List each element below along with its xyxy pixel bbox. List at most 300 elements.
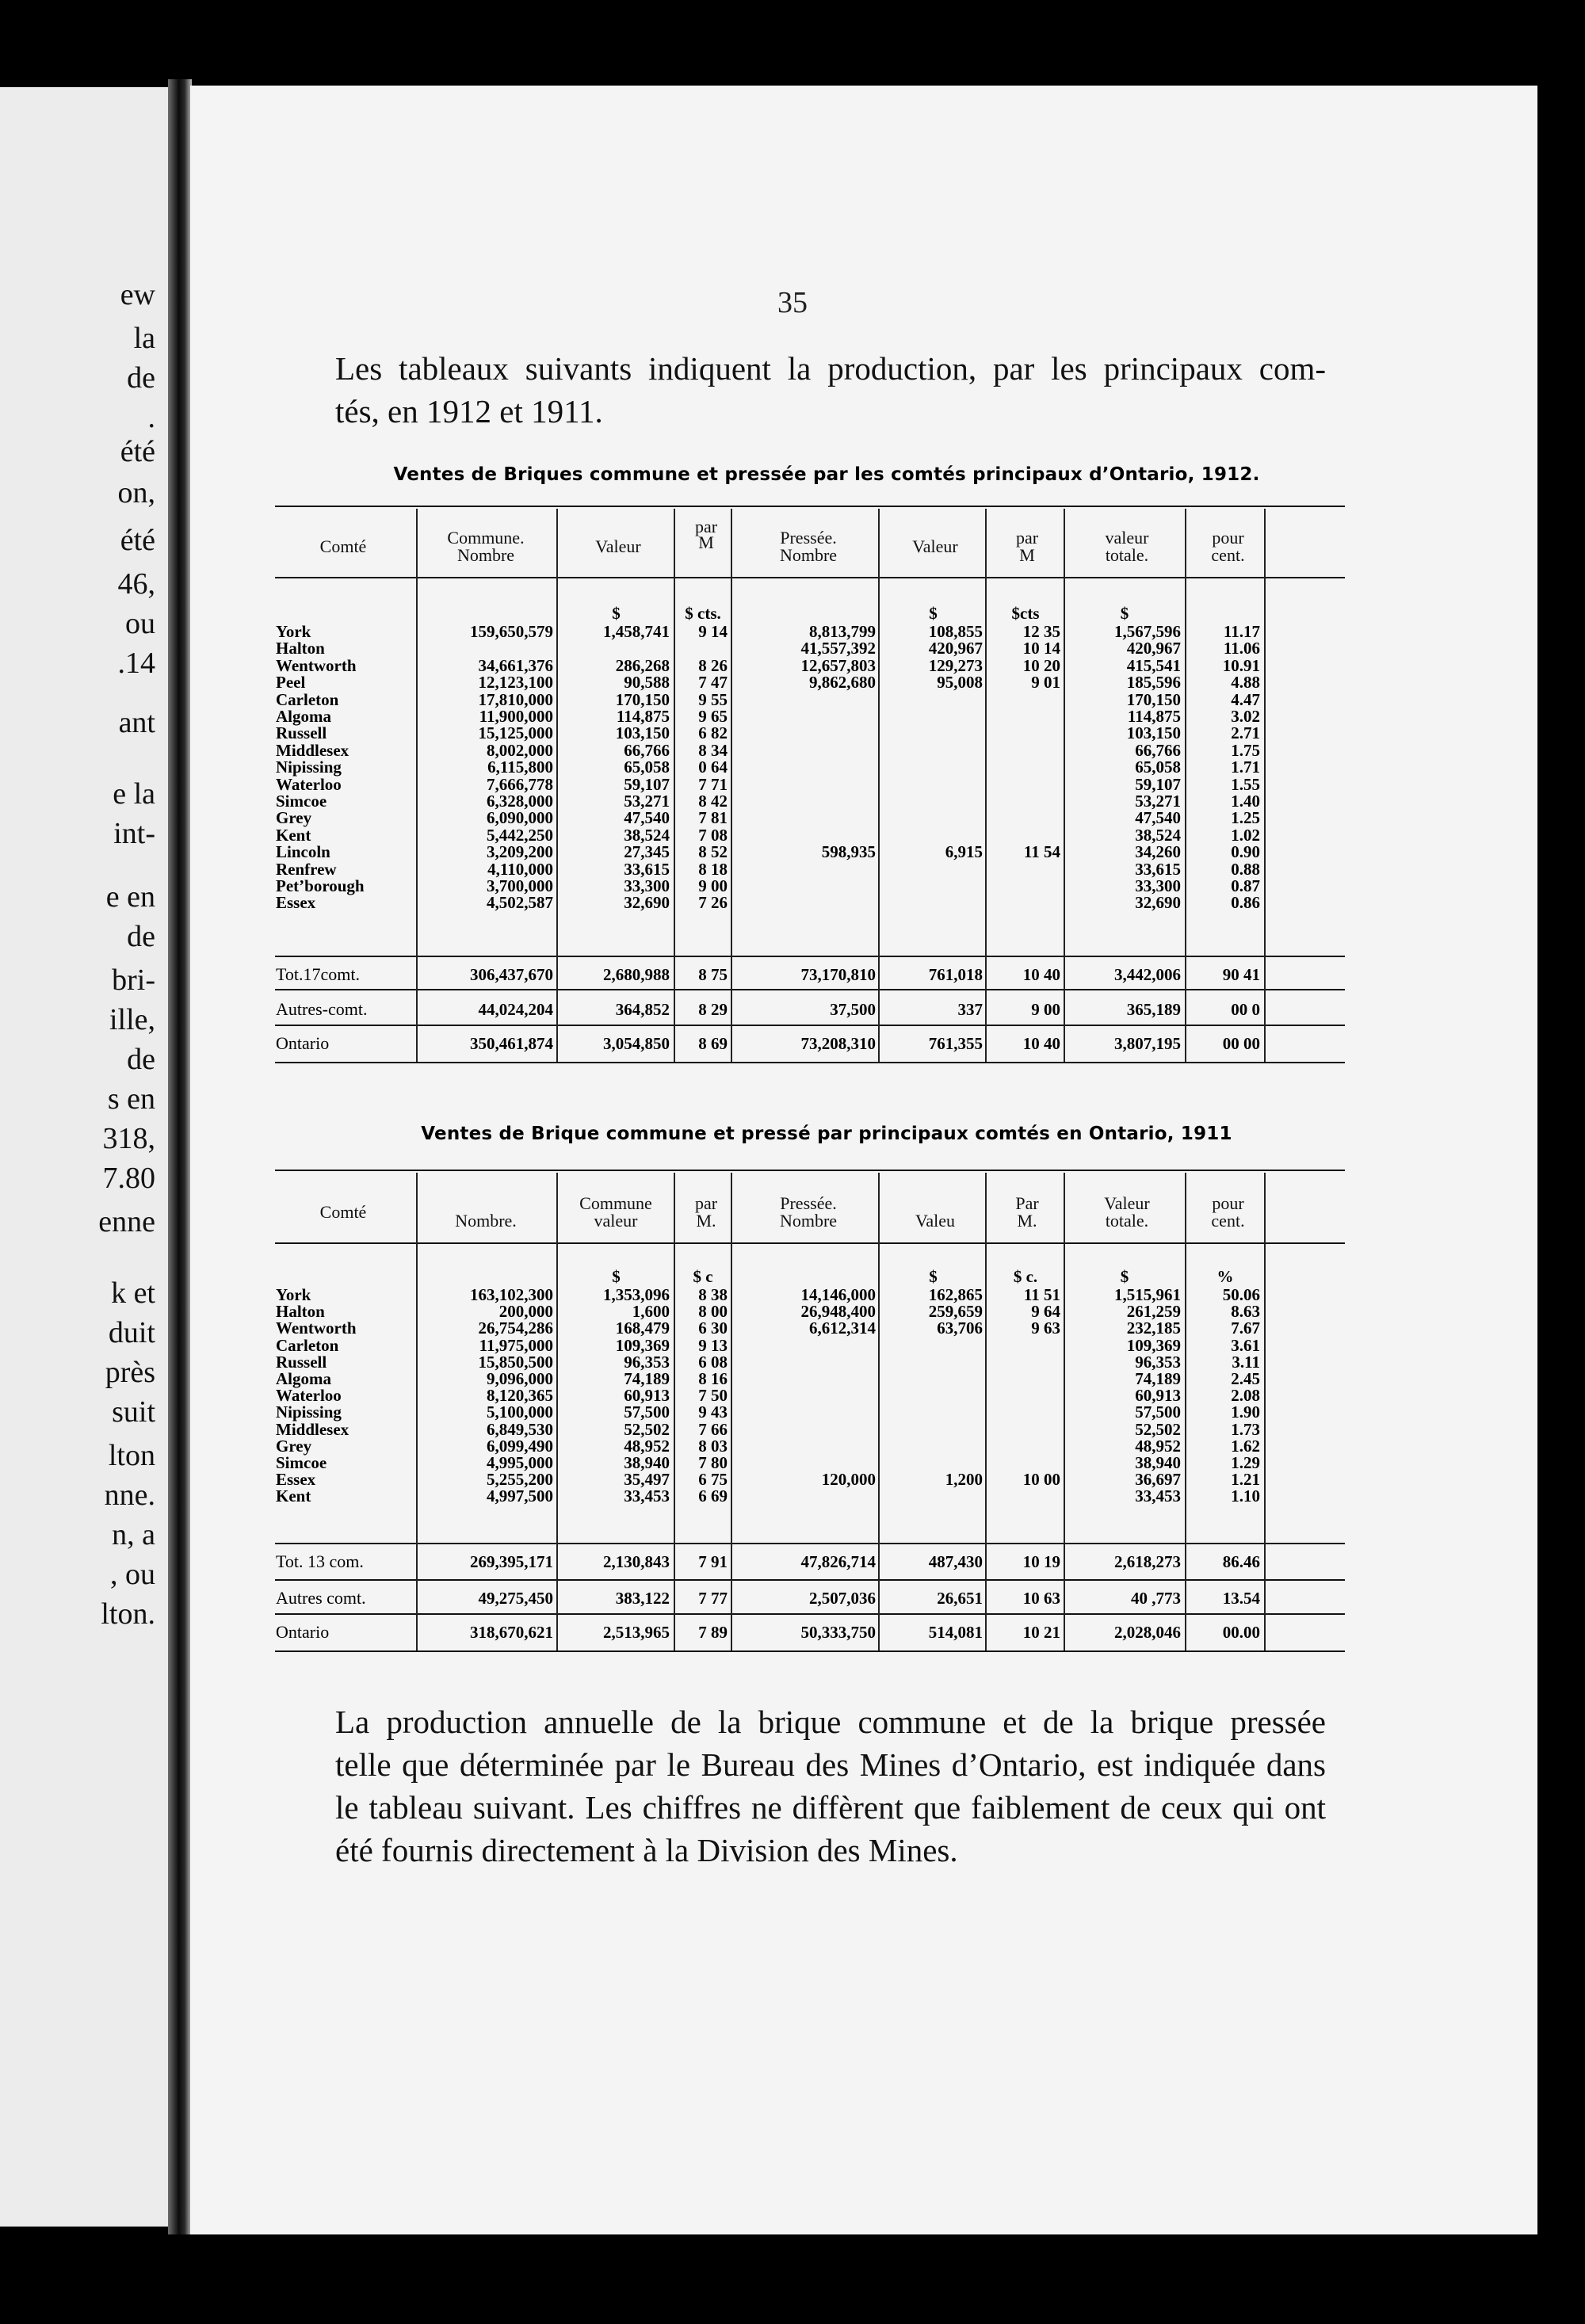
total-row-pressee: 73,170,810	[800, 965, 876, 984]
facing-page-text-fragment: on,	[117, 476, 155, 509]
total-row-name: Tot.17comt.	[276, 964, 361, 984]
table-row-valeur: 66,766	[624, 740, 670, 760]
table-row-name: Nipissing	[276, 757, 342, 777]
table-row-totale: 57,500	[1135, 1402, 1181, 1422]
column-rule	[1264, 1173, 1266, 1650]
column-rule	[556, 1173, 558, 1650]
table-row-valeur: 1,458,741	[603, 622, 670, 641]
header-par-m: par	[694, 1193, 718, 1213]
table-row-par-m: 8 34	[698, 740, 728, 760]
total-row-name: Ontario	[276, 1033, 330, 1053]
table-row-pressee: 12,657,803	[800, 655, 876, 675]
table-row-pct: 1.40	[1231, 792, 1260, 811]
table-row-totale: 36,697	[1135, 1470, 1181, 1490]
total-row-totale: 3,442,006	[1114, 965, 1181, 984]
table-row-totale: 1,567,596	[1114, 622, 1181, 641]
total-row-pct: 00 0	[1231, 1000, 1260, 1019]
header-comte: Comté	[319, 1202, 367, 1222]
total-row-pct: 00 00	[1222, 1034, 1260, 1053]
table-row-name: Essex	[276, 893, 316, 913]
table-row-name: Middlesex	[276, 740, 349, 760]
total-row-par-m: 7 91	[698, 1552, 728, 1571]
facing-page-text-fragment: .14	[117, 647, 155, 680]
facing-page-text-fragment: été	[120, 524, 155, 557]
table-row-valeur: 35,497	[624, 1470, 670, 1490]
table-row-nombre: 4,997,500	[487, 1486, 553, 1506]
table-row-pct: 1.90	[1231, 1402, 1260, 1422]
table-row-totale: 65,058	[1135, 757, 1181, 777]
table-row-name: Algoma	[276, 1369, 331, 1388]
table-row-pressee: 120,000	[821, 1470, 876, 1490]
table-row-par-m: 7 26	[698, 893, 728, 913]
column-rule	[985, 509, 987, 1062]
table-row-name: Russell	[276, 723, 327, 743]
total-row-name: Tot. 13 com.	[276, 1551, 364, 1571]
table-row-commune: 15,125,000	[478, 723, 553, 743]
table-row-name: Simcoe	[276, 792, 327, 811]
header-commune: Commune	[579, 1193, 652, 1213]
facing-page-text-fragment: lton.	[101, 1597, 155, 1631]
table-row-name: Carleton	[276, 1335, 339, 1355]
table-row-par-m: 8 42	[698, 792, 728, 811]
total-row-name: Ontario	[276, 1622, 330, 1642]
total-row-totale: 2,618,273	[1114, 1552, 1181, 1571]
table-row-totale: 38,524	[1135, 825, 1181, 845]
table-1912-title: Ventes de Briques commune et pressée par les comtés principaux d’Ontario, 1912.	[393, 464, 1260, 485]
total-row-nombre: 269,395,171	[470, 1552, 553, 1571]
total-row-par-m-2: 10 40	[1022, 1034, 1060, 1053]
table-row-totale: 420,967	[1126, 639, 1181, 658]
table-row-totale: 48,952	[1135, 1436, 1181, 1456]
column-rule	[878, 1173, 880, 1650]
table-row-par-m: 7 81	[698, 808, 728, 828]
table-row-par-m: 9 14	[698, 622, 728, 641]
table-row-totale: 415,541	[1126, 655, 1181, 675]
total-row-par-m-2: 10 40	[1022, 965, 1060, 984]
header-totale-sub: totale.	[1105, 545, 1149, 565]
table-row-valeur: 74,189	[624, 1369, 670, 1388]
table-row-nombre: 5,100,000	[487, 1402, 553, 1422]
table-row-valeur: 57,500	[624, 1402, 670, 1422]
total-row-par-m: 7 89	[698, 1623, 728, 1642]
table-row-par-m: 9 00	[698, 876, 728, 895]
table-row-pct: 1.71	[1231, 757, 1260, 777]
total-row-totale: 3,807,195	[1114, 1034, 1181, 1053]
table-row-pct: 1.55	[1231, 774, 1260, 794]
table-row-pct: 1.75	[1231, 740, 1260, 760]
table-row-par-m: 8 00	[698, 1302, 728, 1322]
table-row-totale: 32,690	[1135, 893, 1181, 913]
table-row-par-m: 7 66	[698, 1419, 728, 1439]
column-rule	[985, 1173, 987, 1650]
facing-page-text-fragment: .	[147, 401, 155, 434]
total-row-par-m: 7 77	[698, 1589, 728, 1608]
table-row-par-m: 8 52	[698, 842, 728, 862]
table-row-valeur: 27,345	[624, 842, 670, 862]
column-rule	[556, 509, 558, 1062]
facing-page-fragment	[0, 87, 173, 2227]
header-commune-sub: valeur	[594, 1211, 638, 1231]
header-par-m-2-sub: M	[1019, 545, 1035, 565]
total-row-par-m: 8 75	[698, 965, 728, 984]
table-row-valeur: 96,353	[624, 1352, 670, 1372]
table-row-totale: 1,515,961	[1114, 1285, 1181, 1304]
table-row-commune: 8,002,000	[487, 740, 553, 760]
table-row-nombre: 26,754,286	[478, 1318, 553, 1338]
table-row-name: Wentworth	[276, 655, 357, 675]
table-row-commune: 5,442,250	[487, 825, 553, 845]
table-row-valeur-2: 1,200	[945, 1470, 983, 1490]
table-row-par-m-2: 9 64	[1031, 1302, 1060, 1322]
table-row-valeur: 47,540	[624, 808, 670, 828]
table-row-commune: 4,110,000	[487, 859, 553, 879]
table-row-pct: 50.06	[1222, 1285, 1260, 1304]
column-rule	[1064, 1173, 1065, 1650]
total-row-par-m-2: 10 21	[1022, 1623, 1060, 1642]
table-row-pct: 1.25	[1231, 808, 1260, 828]
table-row-commune: 7,666,778	[487, 774, 553, 794]
total-row-pct: 90 41	[1222, 965, 1260, 984]
page-number: 35	[777, 286, 808, 319]
table-row-name: Kent	[276, 1486, 311, 1506]
unit-par-m: $ cts.	[685, 604, 721, 623]
table-row-totale: 33,615	[1135, 859, 1181, 879]
facing-page-text-fragment: enne	[98, 1205, 155, 1238]
table-row-par-m-2: 10 14	[1022, 639, 1060, 658]
table-row-pct: 8.63	[1231, 1302, 1260, 1322]
column-rule	[674, 509, 675, 1062]
facing-page-text-fragment: de	[127, 920, 155, 953]
total-row-valeur-2: 761,018	[928, 965, 983, 984]
closing-line: été fournis directement à la Division des Mines.	[335, 1832, 958, 1868]
table-row-valeur: 48,952	[624, 1436, 670, 1456]
table-row-name: Kent	[276, 825, 311, 845]
table-row-commune: 17,810,000	[478, 689, 553, 709]
table-row-commune: 11,900,000	[479, 707, 553, 726]
header-par-m-2: par	[1015, 528, 1039, 548]
total-row-pct: 13.54	[1222, 1589, 1260, 1608]
table-row-pct: 10.91	[1222, 655, 1260, 675]
table-row-totale: 170,150	[1126, 689, 1181, 709]
table-row-pressee: 26,948,400	[800, 1302, 876, 1322]
closing-line: telle que déterminée par le Bureau des Mines d’Ontario, est indiquée dans	[335, 1746, 1326, 1783]
table-row-pct: 1.62	[1231, 1436, 1260, 1456]
table-row-par-m-2: 9 63	[1031, 1318, 1060, 1338]
table-row-name: Nipissing	[276, 1402, 342, 1422]
facing-page-text-fragment: , ou	[110, 1558, 155, 1591]
table-row-par-m: 6 82	[698, 723, 728, 743]
table-row-pct: 3.11	[1232, 1352, 1260, 1372]
total-row-nombre: 49,275,450	[478, 1589, 553, 1608]
table-row-nombre: 8,120,365	[487, 1386, 553, 1406]
table-row-nombre: 11,975,000	[479, 1335, 553, 1355]
unit-valeur: $	[612, 1267, 621, 1286]
header-pct-sub: cent.	[1211, 1211, 1245, 1231]
book-gutter	[168, 79, 192, 2234]
total-row-totale: 40 ,773	[1131, 1589, 1181, 1608]
table-row-totale: 114,875	[1127, 707, 1181, 726]
header-valeur-2: Valeu	[915, 1211, 956, 1231]
facing-page-text-fragment: lton	[108, 1439, 155, 1472]
table-row-par-m: 9 13	[698, 1335, 728, 1355]
table-row-valeur: 109,369	[615, 1335, 670, 1355]
table-row-pct: 4.47	[1231, 689, 1260, 709]
facing-page-text-fragment: ou	[125, 607, 155, 640]
total-row-valeur-2: 487,430	[928, 1552, 983, 1571]
table-row-nombre: 4,995,000	[487, 1453, 553, 1472]
total-row-valeur: 2,130,843	[603, 1552, 670, 1571]
total-row-name: Autres-comt.	[276, 999, 368, 1019]
table-row-valeur-2: 259,659	[928, 1302, 983, 1322]
closing-paragraph	[335, 1700, 1326, 1872]
table-row-totale: 52,502	[1135, 1419, 1181, 1439]
unit-pct: %	[1216, 1267, 1234, 1286]
table-row-name: Waterloo	[276, 774, 342, 794]
total-row-commune: 350,461,874	[470, 1034, 553, 1053]
table-row-valeur-2: 63,706	[937, 1318, 983, 1338]
facing-page-text-fragment: la	[133, 322, 155, 355]
table-row-nombre: 6,099,490	[487, 1436, 553, 1456]
unit-par-m-2: $cts	[1011, 604, 1040, 623]
header-commune-sub: Nombre	[456, 545, 515, 565]
total-row-valeur-2: 337	[957, 1000, 983, 1019]
table-row-pct: 11.17	[1223, 622, 1260, 641]
table-row-valeur-2: 6,915	[945, 842, 983, 862]
table-row-valeur: 65,058	[624, 757, 670, 777]
column-rule	[1064, 509, 1065, 1062]
total-row-pressee: 73,208,310	[800, 1034, 876, 1053]
total-row-pressee: 50,333,750	[800, 1623, 876, 1642]
column-rule	[1185, 509, 1186, 1062]
table-row-pct: 2.08	[1231, 1386, 1260, 1406]
header-pressee: Pressée.	[780, 528, 837, 548]
column-rule	[416, 1173, 418, 1650]
table-row-totale: 103,150	[1126, 723, 1181, 743]
table-row-name: Simcoe	[276, 1453, 327, 1472]
unit-totale: $	[1120, 1267, 1129, 1286]
total-row-par-m: 8 69	[698, 1034, 728, 1053]
facing-page-text-fragment: près	[105, 1356, 155, 1389]
table-row-pct: 1.73	[1231, 1419, 1260, 1439]
table-row-valeur: 53,271	[624, 792, 670, 811]
table-row-valeur: 33,453	[624, 1486, 670, 1506]
total-row-valeur-2: 26,651	[937, 1589, 983, 1608]
table-row-commune: 159,650,579	[470, 622, 553, 641]
table-row-commune: 12,123,100	[478, 673, 553, 693]
table-row-valeur: 59,107	[624, 774, 670, 794]
table-row-valeur: 168,479	[615, 1318, 670, 1338]
total-row-valeur: 2,513,965	[603, 1623, 670, 1642]
table-row-pct: 0.90	[1231, 842, 1260, 862]
table-row-totale: 47,540	[1135, 808, 1181, 828]
document-page	[190, 86, 1537, 2234]
table-row-name: Halton	[276, 1302, 325, 1322]
table-row-name: Grey	[276, 808, 312, 828]
table-rule-top	[275, 506, 1345, 507]
table-row-pct: 1.29	[1231, 1453, 1260, 1472]
table-row-totale: 96,353	[1135, 1352, 1181, 1372]
table-row-name: York	[276, 622, 311, 641]
table-row-totale: 109,369	[1126, 1335, 1181, 1355]
table-row-totale: 185,596	[1126, 673, 1181, 693]
table-row-valeur-2: 162,865	[928, 1285, 983, 1304]
table-rule-bottom	[275, 1062, 1345, 1063]
table-row-valeur: 1,353,096	[603, 1285, 670, 1304]
table-row-valeur: 33,300	[624, 876, 670, 895]
facing-page-text-fragment: 7.80	[102, 1162, 155, 1195]
facing-page-text-fragment: 318,	[102, 1122, 155, 1155]
table-row-pressee: 14,146,000	[800, 1285, 876, 1304]
table-row-par-m-2: 11 54	[1023, 842, 1060, 862]
table-row-nombre: 163,102,300	[470, 1285, 553, 1304]
header-pct-sub: cent.	[1211, 545, 1245, 565]
header-pct: pour	[1212, 1193, 1244, 1213]
table-row-name: Peel	[276, 673, 306, 693]
header-comte: Comté	[319, 536, 367, 556]
table-row-nombre: 6,849,530	[487, 1419, 553, 1439]
intro-line: Les tableaux suivants indiquent la production, par les principaux com-	[335, 350, 1326, 387]
table-row-pct: 1.02	[1231, 825, 1260, 845]
table-row-totale: 33,453	[1135, 1486, 1181, 1506]
table-row-pressee: 9,862,680	[809, 673, 876, 693]
table-row-par-m-2: 11 51	[1023, 1285, 1060, 1304]
total-row-pressee: 2,507,036	[809, 1589, 876, 1608]
table-row-valeur-2: 108,855	[928, 622, 983, 641]
intro-line: tés, en 1912 et 1911.	[335, 393, 603, 429]
column-rule	[731, 509, 732, 1062]
header-par-m: par	[694, 517, 718, 536]
table-row-commune: 6,090,000	[487, 808, 553, 828]
table-row-valeur: 52,502	[624, 1419, 670, 1439]
table-row-pct: 3.02	[1231, 707, 1260, 726]
header-par-m-sub: M.	[696, 1211, 716, 1231]
table-row-commune: 6,328,000	[487, 792, 553, 811]
table-row-par-m: 7 50	[698, 1386, 728, 1406]
table-row-name: York	[276, 1285, 311, 1304]
table-row-nombre: 15,850,500	[478, 1352, 553, 1372]
table-row-pct: 7.67	[1231, 1318, 1260, 1338]
table-row-par-m: 7 71	[698, 774, 728, 794]
table-row-valeur: 286,268	[615, 655, 670, 675]
unit-valeur-2: $	[929, 604, 938, 623]
table-row-valeur-2: 420,967	[928, 639, 983, 658]
table-row-par-m: 9 65	[698, 707, 728, 726]
facing-page-text-fragment: s en	[107, 1082, 155, 1116]
total-row-valeur: 364,852	[615, 1000, 670, 1019]
table-row-pct: 11.06	[1223, 639, 1260, 658]
unit-valeur: $	[612, 604, 621, 623]
table-row-name: Halton	[276, 639, 325, 658]
table-rule-top	[275, 1170, 1345, 1171]
facing-page-text-fragment: n, a	[112, 1518, 155, 1551]
header-commune: Commune.	[447, 528, 525, 548]
header-par-m-sub: M	[698, 532, 714, 552]
total-row-par-m: 8 29	[698, 1000, 728, 1019]
total-row-par-m-2: 10 63	[1022, 1589, 1060, 1608]
table-row-name: Wentworth	[276, 1318, 357, 1338]
total-row-totale: 365,189	[1126, 1000, 1181, 1019]
total-row-par-m-2: 10 19	[1022, 1552, 1060, 1571]
facing-page-text-fragment: été	[120, 435, 155, 468]
table-row-totale: 53,271	[1135, 792, 1181, 811]
table-row-valeur-2: 95,008	[937, 673, 983, 693]
table-row-pressee: 598,935	[821, 842, 876, 862]
table-row-totale: 66,766	[1135, 740, 1181, 760]
table-row-par-m: 6 08	[698, 1352, 728, 1372]
header-nombre: Nombre.	[455, 1211, 517, 1231]
table-row-par-m: 7 47	[698, 673, 728, 693]
facing-page-text-fragment: duit	[108, 1316, 155, 1349]
column-rule	[674, 1173, 675, 1650]
table-row-totale: 38,940	[1135, 1453, 1181, 1472]
column-rule	[731, 1173, 732, 1650]
intro-paragraph	[335, 347, 1326, 433]
table-row-par-m: 8 16	[698, 1369, 728, 1388]
table-row-valeur: 38,524	[624, 825, 670, 845]
total-row-valeur: 3,054,850	[603, 1034, 670, 1053]
total-row-totale: 2,028,046	[1114, 1623, 1181, 1642]
table-row-par-m-2: 9 01	[1031, 673, 1060, 693]
total-row-pct: 00.00	[1222, 1623, 1260, 1642]
facing-page-text-fragment: k et	[111, 1276, 155, 1310]
table-row-nombre: 5,255,200	[487, 1470, 553, 1490]
facing-page-text-fragment: ant	[118, 706, 155, 739]
table-row-totale: 34,260	[1135, 842, 1181, 862]
table-row-totale: 33,300	[1135, 876, 1181, 895]
table-1911-title: Ventes de Brique commune et pressé par principaux comtés en Ontario, 1911	[421, 1124, 1232, 1144]
column-rule	[1185, 1173, 1186, 1650]
table-row-pct: 0.88	[1231, 859, 1260, 879]
table-row-valeur: 103,150	[615, 723, 670, 743]
total-row-commune: 44,024,204	[478, 1000, 553, 1019]
table-rule-bottom	[275, 1650, 1345, 1652]
table-row-commune: 3,209,200	[487, 842, 553, 862]
unit-valeur-2: $	[929, 1267, 938, 1286]
table-row-name: Grey	[276, 1436, 312, 1456]
table-row-valeur: 90,588	[624, 673, 670, 693]
facing-page-text-fragment: nne.	[104, 1479, 155, 1512]
table-row-name: Lincoln	[276, 842, 330, 862]
table-row-name: Russell	[276, 1352, 327, 1372]
header-par-m-2-sub: M.	[1017, 1211, 1037, 1231]
table-row-par-m: 6 75	[698, 1470, 728, 1490]
header-pressee-sub: Nombre	[779, 545, 838, 565]
total-row-par-m-2: 9 00	[1031, 1000, 1060, 1019]
total-row-commune: 306,437,670	[470, 965, 553, 984]
table-row-name: Pet’borough	[276, 876, 365, 895]
header-pressee: Pressée.	[780, 1193, 837, 1213]
table-row-valeur: 32,690	[624, 893, 670, 913]
header-totale: valeur	[1105, 528, 1149, 548]
header-totale-sub: totale.	[1105, 1211, 1149, 1231]
table-row-nombre: 9,096,000	[487, 1369, 553, 1388]
total-row-pct: 86.46	[1222, 1552, 1260, 1571]
header-pct: pour	[1212, 528, 1244, 548]
table-row-pct: 4.88	[1231, 673, 1260, 693]
total-row-valeur-2: 514,081	[928, 1623, 983, 1642]
table-row-pct: 2.45	[1231, 1369, 1260, 1388]
table-row-par-m: 8 18	[698, 859, 728, 879]
table-row-totale: 261,259	[1126, 1302, 1181, 1322]
table-row-valeur: 170,150	[615, 689, 670, 709]
table-row-totale: 232,185	[1126, 1318, 1181, 1338]
header-valeur: Valeur	[595, 536, 641, 556]
table-row-name: Waterloo	[276, 1386, 342, 1406]
unit-par-m-2: $ c.	[1013, 1267, 1038, 1286]
table-row-totale: 60,913	[1135, 1386, 1181, 1406]
table-row-par-m: 0 64	[698, 757, 728, 777]
unit-par-m: $ c	[693, 1267, 713, 1286]
